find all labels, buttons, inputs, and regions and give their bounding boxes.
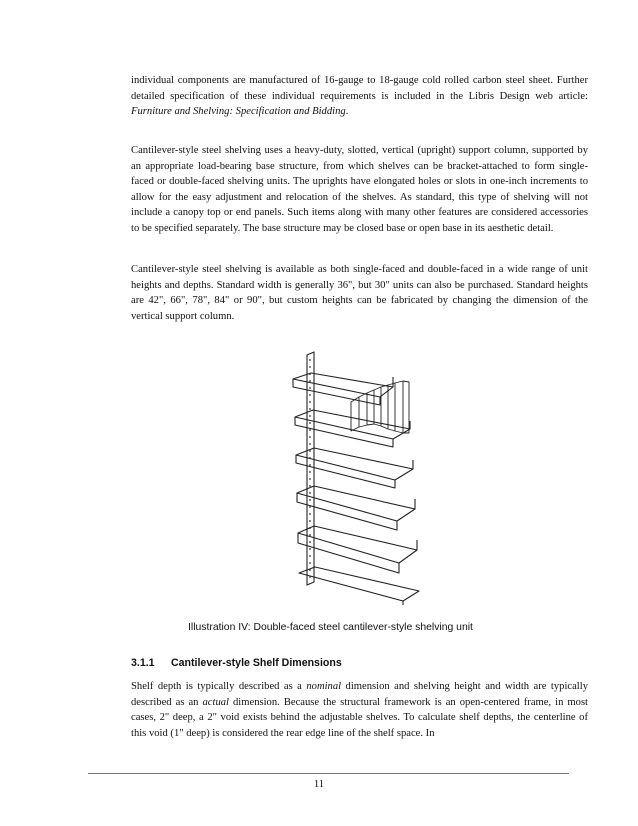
paragraph-components <box>131 73 588 120</box>
paragraph-text: individual components are manufactured of 16-gauge to 18-gauge cold rolled carbon steel sheet. Further detailed specification of these individual requirements is included in the Libris Design web article: <box>131 75 588 102</box>
section-number: 3.1.1 <box>131 657 155 669</box>
paragraph-shelf-depth <box>131 679 588 741</box>
paragraph-cantilever-sizes: Cantilever-style steel shelving is available as both single-faced and double-faced in a wide range of unit heights and depths. Standard width is generally 36", but 30" units can also be purchased. Standard heights are 42", 66", 78", 84" or 90", but custom heights can be fabricated by changing the dimension of the vertical support column. <box>131 264 588 322</box>
emphasis: actual <box>202 696 229 708</box>
shelving-unit-illustration <box>285 347 435 605</box>
paragraph-cantilever-description: Cantilever-style steel shelving uses a heavy-duty, slotted, vertical (upright) support column, supported by an appropriate load-bearing base structure, from which shelves can be bracket-attached to form single-faced or double-faced shelving units. The uprights have elongated holes or slots in one-inch increments to allow for the easy adjustment and relocation of the shelves. As standard, this type of shelving will not include a canopy top or end panels. Such items along with many other features are considered accessories to be specified separately. The base structure may be closed base or open base in its aesthetic detail. <box>131 145 588 234</box>
section-heading <box>131 657 342 669</box>
footer-divider <box>88 773 569 774</box>
paragraph-text: . <box>345 106 349 117</box>
article-title: Furniture and Shelving: Specification and Bidding <box>131 106 346 117</box>
paragraph-text: dimension. Because the structural framework is an open-centered frame, in most cases, 2" deep, a 2" void exists behind the adjustable shelves. To calculate shelf depths, the centerline of this void (1" deep) is considered the rear edge line of the shelf space. In <box>131 696 589 739</box>
figure-caption: Illustration IV: Double-faced steel cantilever-style shelving unit <box>188 622 473 633</box>
shelf-lines <box>293 373 419 605</box>
emphasis: nominal <box>306 681 342 692</box>
paragraph-text: dimension and shelving height and width are typically described as an <box>131 681 588 708</box>
paragraph-text: Shelf depth is typically described as a <box>131 681 307 692</box>
section-title: Cantilever-style Shelf Dimensions <box>171 657 342 669</box>
page-number: 11 <box>313 779 325 790</box>
